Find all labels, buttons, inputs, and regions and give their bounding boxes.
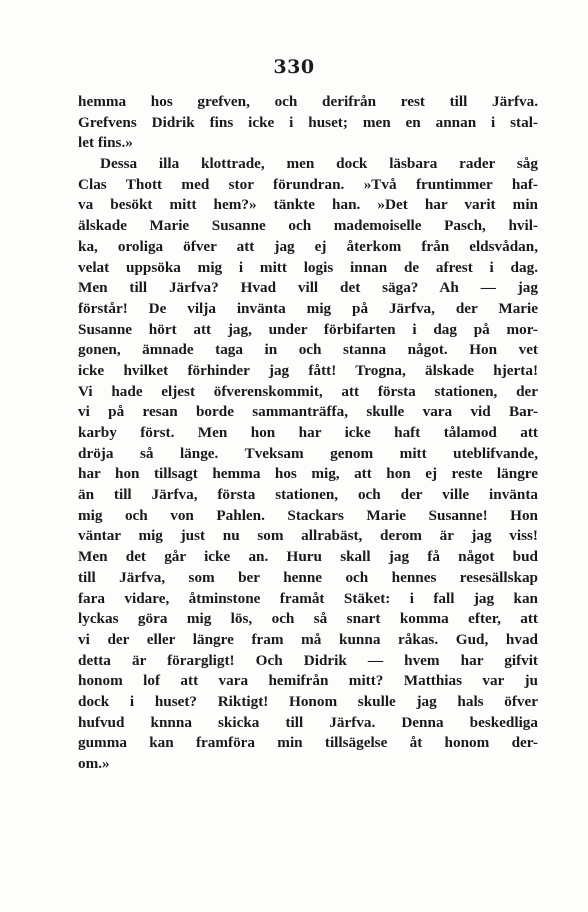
text-line: dröja så länge. Tveksam genom mitt uteblifvande, [78,444,538,462]
text-line: Grefvens Didrik fins icke i huset; men en annan i stal- [78,113,538,131]
text-line: om.» [78,755,110,772]
text-line: Dessa illa klottrade, men dock läsbara rader såg [100,155,538,173]
text-line: Clas Thott med stor förundran. »Två fruntimmer haf- [78,175,538,193]
text-line: let fins.» [78,134,133,152]
text-line: hemma hos grefven, och derifrån rest till Järfva. [78,93,538,110]
text-line: Men det går icke an. Huru skall jag få något bud [78,548,538,566]
text-line: till Järfva, som ber henne och hennes resesällskap [78,568,538,586]
body-text [78,92,538,775]
page-number: 330 [273,56,315,78]
text-line: än till Järfva, första stationen, och der ville invänta [78,486,538,504]
text-line: förstår! De vilja invänta mig på Järfva, der Marie [78,299,538,317]
text-line: gonen, ämnade taga in och stanna något. Hon vet [78,341,538,359]
text-line: detta är förargligt! Och Didrik — hvem har gifvit [78,651,538,669]
text-line: älskade Marie Susanne och mademoiselle Pasch, hvil- [78,217,538,235]
text-line: Vi hade eljest öfverenskommit, att första stationen, der [78,382,538,400]
text-line: va besökt mitt hem?» tänkte han. »Det har varit min [78,196,538,214]
text-line: vi på resan borde sammanträffa, skulle vara vid Bar- [78,403,538,421]
text-line: hufvud knnna skicka till Järfva. Denna beskedliga [78,713,538,731]
text-line: icke hvilket förhinder jag fått! Trogna, älskade hjerta! [78,361,538,379]
text-line: gumma kan framföra min tillsägelse åt honom der- [78,734,538,752]
text-line: Men till Järfva? Hvad vill det säga? Ah — jag [78,279,538,297]
text-line: ka, oroliga öfver att jag ej återkom från eldsvådan, [78,237,538,255]
text-line: honom lof att vara hemifrån mitt? Matthias var ju [78,672,538,690]
text-line: Susanne hört att jag, under förbifarten i dag på mor- [78,320,538,338]
text-line: mig och von Pahlen. Stackars Marie Susanne! Hon [78,506,538,524]
text-line: väntar mig just nu som allrabäst, derom är jag viss! [78,527,538,545]
text-line: dock i huset? Riktigt! Honom skulle jag hals öfver [78,692,538,710]
text-line: velat uppsöka mig i mitt logis innan de afrest i dag. [78,258,538,276]
text-line: vi der eller längre fram må kunna råkas. Gud, hvad [78,630,538,648]
text-line: fara vidare, åtminstone framåt Stäket: i fall jag kan [78,589,538,607]
text-line: har hon tillsagt hemma hos mig, att hon ej reste längre [78,465,538,483]
text-line: lyckas göra mig lös, och så snart komma efter, att [78,610,538,628]
text-line: karby först. Men hon har icke haft tålamod att [78,424,538,441]
